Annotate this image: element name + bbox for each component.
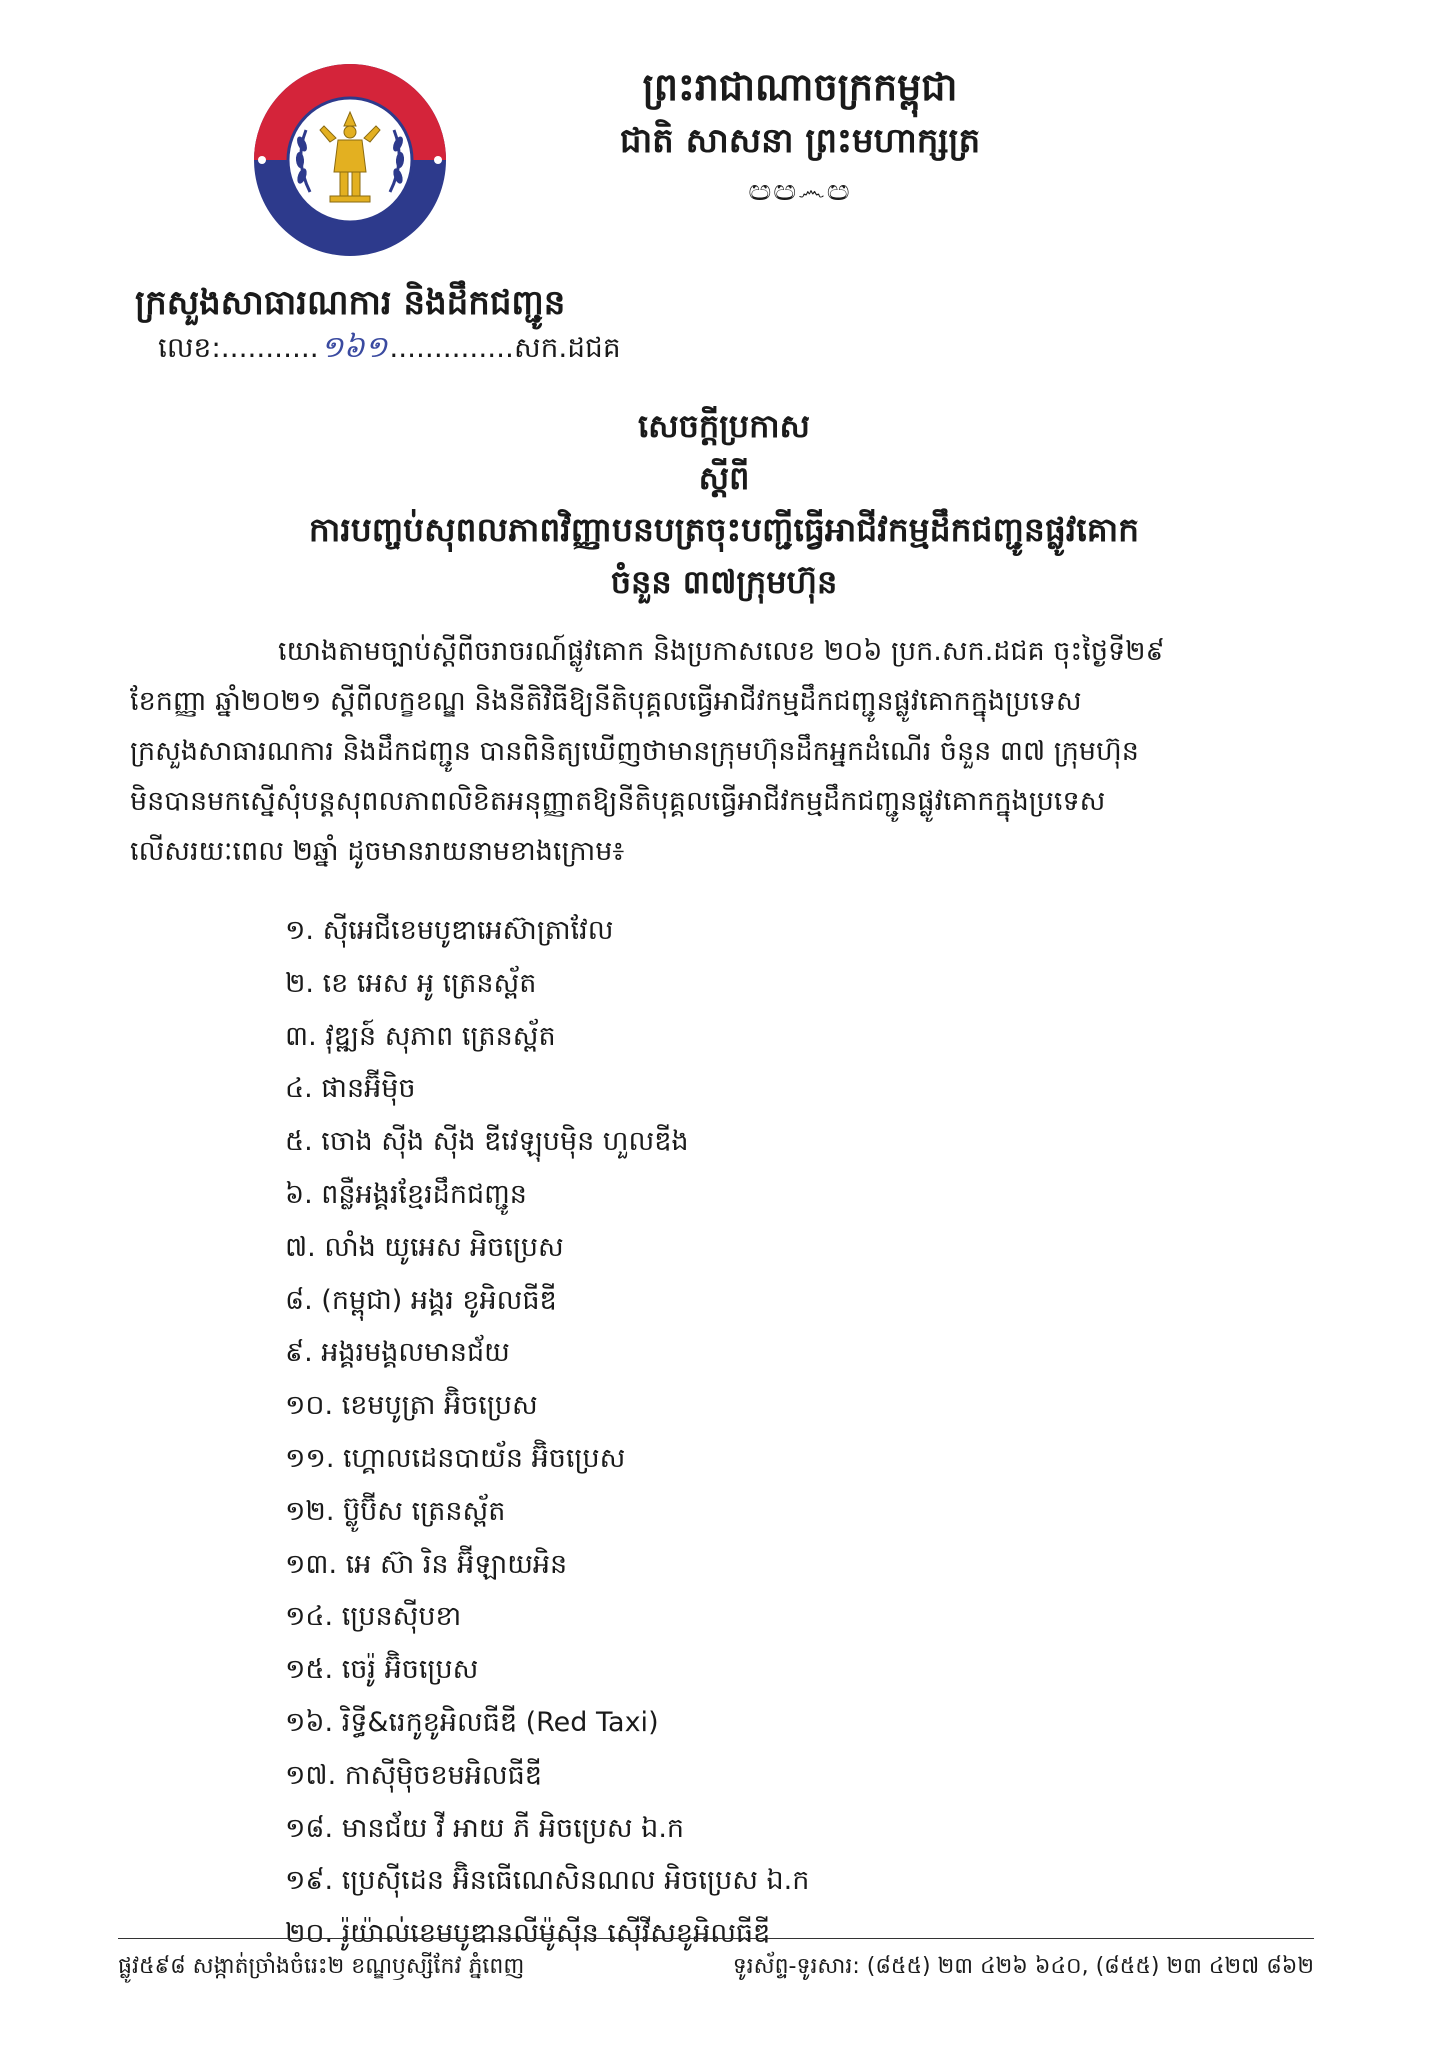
kingdom-name: ព្រះរាជាណាចក្រកម្ពុជា xyxy=(642,64,958,109)
list-item: ២០. រ៉ូយ៉ាល់ខេមបូឌានលីម៉ូស៊ីន ស៊ើវីសខូអិលធីឌី xyxy=(285,1918,771,1950)
ornament-divider: ඏඏ෴ඏ xyxy=(748,174,852,207)
list-item: ១៩. ប្រេស៊ីដេន អ៊ិនធើណេសិនណល អិចប្រេស ឯ.ក xyxy=(285,1865,810,1897)
list-item: ១១. ហ្គោលដេនបាយ័ន អ៊ិចប្រេស xyxy=(285,1442,626,1474)
company-list xyxy=(285,905,1185,1961)
national-motto: ជាតិ សាសនា ព្រះមហាក្សត្រ xyxy=(619,121,981,161)
announcement-title xyxy=(130,400,1318,608)
ref-suffix: សក.ដជគ xyxy=(513,331,621,364)
list-item: ៥. ចេាង ស៊ីង ស៊ីង ឌីវេឡុបម៉ិន ហួលឌីង xyxy=(285,1126,689,1158)
list-item: ១៤. ប្រេនស៊ីបខា xyxy=(285,1601,462,1633)
reference-number-line xyxy=(158,328,621,368)
list-item: ៦. ពន្លឺអង្គរខ្មែរដឹកជញ្ជូន xyxy=(285,1178,527,1210)
list-item: ៩. អង្គរមង្គលមានជ័យ xyxy=(285,1337,510,1369)
ministry-logo xyxy=(250,60,450,260)
list-item: ៧. លាំង យូអេស អិចប្រេស xyxy=(285,1231,564,1263)
list-item: ២. ខេ អេស អូ ត្រេនស្ព័ត xyxy=(285,967,537,999)
list-item: ១៧. កាស៊ីម៉ិចខមអិលធីឌី xyxy=(285,1759,542,1791)
body-line: មិនបានមកស្នើសុំបន្តសុពលភាពលិខិតអនុញ្ញាតឱ្យនីតិបុគ្គលធ្វើអាជីវកម្មដឹកជញ្ជូនផ្លូវគោកក្នុងប្រទេស xyxy=(130,786,1106,817)
list-item: ៤. ផានអ៊ីម៉ិច xyxy=(285,1073,416,1105)
list-item: ១៥. ចេរ៉ូ អ៊ិចប្រេស xyxy=(285,1654,479,1686)
title-on: ស្តីពី xyxy=(698,459,750,497)
footer-address: ផ្លូវ៥៩៨ សង្កាត់ច្រាំងចំរេះ២ ខណ្ឌឫស្សីកែវ ភ្នំពេញ xyxy=(118,1954,525,1979)
list-item: ៣. វុឌ្ឍន៍ សុភាព ត្រេនស្ព័ត xyxy=(285,1020,556,1052)
ministry-heading xyxy=(135,280,565,326)
list-item: ១៦. រិទ្ធី&រេកូខូអិលធីឌី (Red Taxi) xyxy=(285,1706,659,1738)
ministry-seal-icon xyxy=(250,60,450,260)
list-item: ១៨. មានជ័យ វី អាយ ភី អិចប្រេស ឯ.ក xyxy=(285,1812,685,1844)
ministry-name: ក្រសួងសាធារណការ និងដឹកជញ្ជូន xyxy=(135,283,566,323)
footer-phone: ទូរស័ព្ទ-ទូរសារ: (៨៥៥) ២៣ ៤២៦ ៦៤០, (៨៥៥) ២៣ ៤២៧ ៨៦២ xyxy=(732,1954,1314,1979)
title-count: ចំនួន ៣៧ក្រុមហ៊ុន xyxy=(610,563,838,601)
body-line: ក្រសួងសាធារណការ និងដឹកជញ្ជូន បានពិនិត្យឃើញថាមានក្រុមហ៊ុនដឹកអ្នកដំណើរ ចំនួន ៣៧ ក្រុមហ៊ុន xyxy=(130,736,1139,767)
list-item: ១. ស៊ីអេជីខេមបូឌាអេស៊ាត្រាវែល xyxy=(285,915,614,946)
ref-number: ១៦១ xyxy=(320,330,388,365)
list-item: ១០. ខេមបូត្រា អ៊ិចប្រេស xyxy=(285,1390,538,1422)
body-line: ខែកញ្ញា ឆ្នាំ២០២១ ស្តីពីលក្ខខណ្ឌ និងនីតិវិធីឱ្យនីតិបុគ្គលធ្វើអាជីវកម្មដឹកជញ្ជូនផ្លូវគោកក្នុងប្រទេស xyxy=(130,686,1082,717)
title-announcement: សេចក្តីប្រកាស xyxy=(637,407,811,445)
ref-dots-left: ........... xyxy=(220,331,319,364)
list-item: ៨. (កម្ពុជា) អង្គរ ខូអិលធីឌី xyxy=(285,1284,557,1316)
body-line: យោងតាមច្បាប់ស្តីពីចរាចរណ៍ផ្លូវគោក និងប្រកាសលេខ ២០៦ ប្រក.សក.ដជគ ចុះថ្ងៃទី២៩ xyxy=(278,636,1165,667)
list-item: ១៣. អេ ស៊ា រិន អ៊ីឡាយអិន xyxy=(285,1548,568,1580)
footer-divider xyxy=(118,1938,1314,1939)
body-line: លើសរយៈពេល ២ឆ្នាំ ដូចមានរាយនាមខាងក្រោម៖ xyxy=(130,836,625,867)
title-subject: ការបញ្ចប់សុពលភាពវិញ្ញាបនបត្រចុះបញ្ជីធ្វើអាជីវកម្មដឹកជញ្ជូនផ្លូវគោក xyxy=(308,510,1140,549)
list-item: ១២. ប៊្លូប៊ីស ត្រេនស្ព័ត xyxy=(285,1495,506,1527)
kingdom-heading xyxy=(560,60,1040,214)
body-paragraph xyxy=(130,627,1318,877)
ref-dots-right: .............. xyxy=(389,331,514,364)
ref-prefix: លេខ: xyxy=(158,331,221,364)
